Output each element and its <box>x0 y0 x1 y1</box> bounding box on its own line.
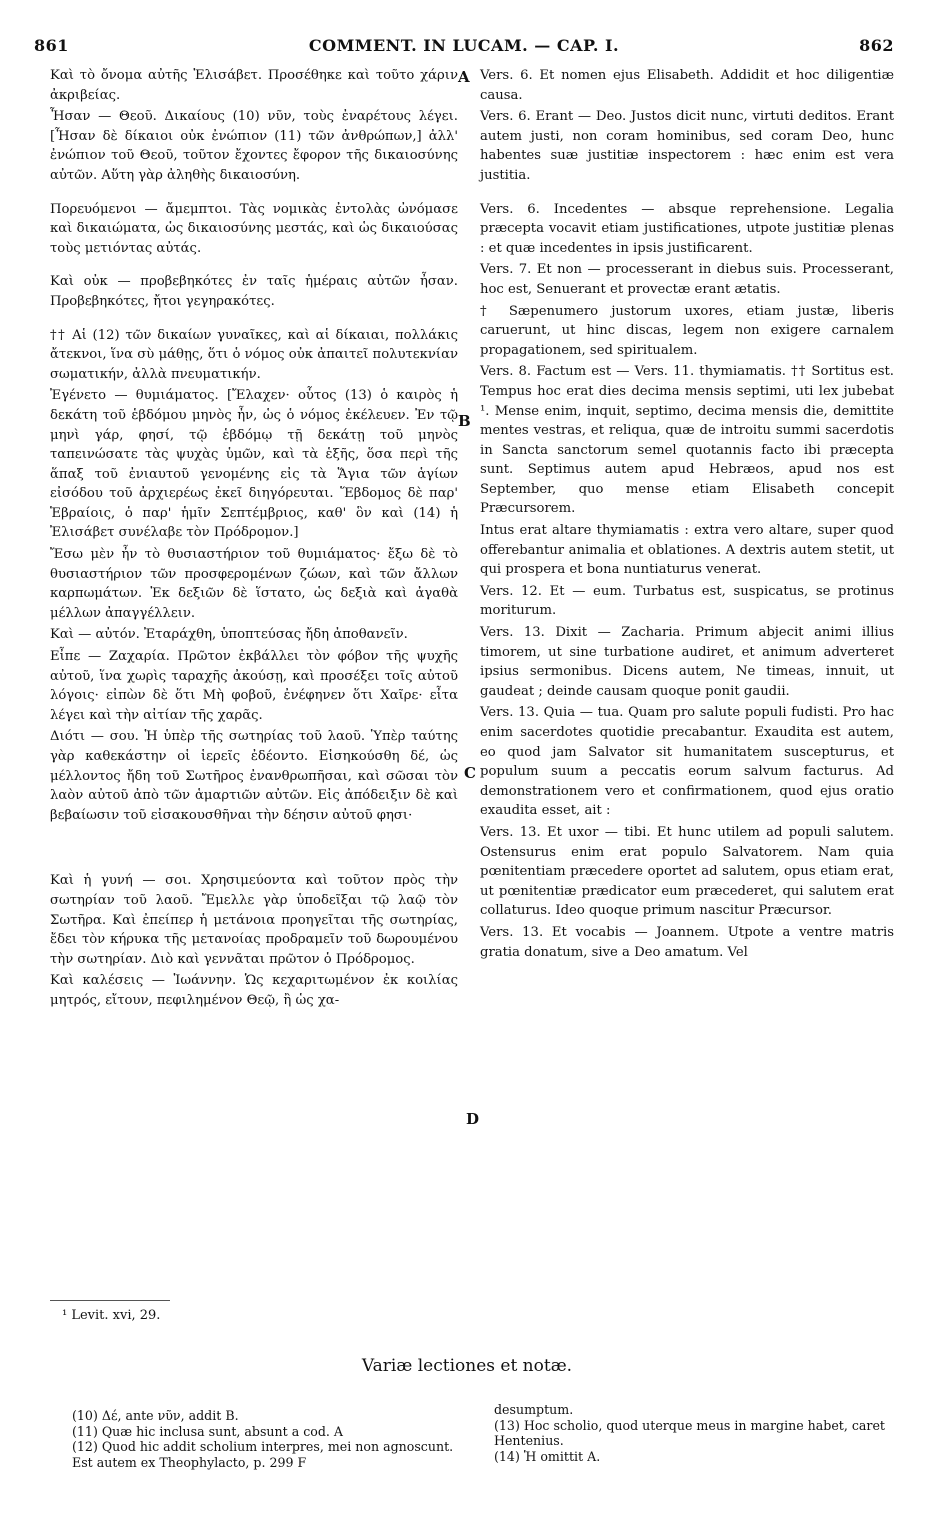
margin-letter-d: D <box>466 1110 480 1128</box>
margin-letter-b: B <box>458 412 471 430</box>
latin-paragraph: Vers. 13. Et uxor — tibi. Et hunc utilem ad populi salutem. Ostensurus enim erat populo Salvatorem. Nam quia pœnitentiam præcedere oportet ad salutem, opus etiam erat, ut pœnitentiæ prædicator eum præcederet, qui salutem erat collaturus. Ideo quoque primum nascitur Præcursor. <box>480 824 894 919</box>
latin-paragraph: Vers. 13. Quia — tua. Quam pro salute populi fudisti. Pro hac enim sacerdotes quotidie precabantur. Exaudita est autem, eo quod jam Salvator sit humanitatem suscepturus, et populum suum a peccatis eorum salvum facturus. Ad demonstrationem vero et confirmationem, quod ejus oratio exaudita esset, ait : <box>480 705 894 819</box>
note-entry: (14) Ἡ omittit A. <box>494 1448 601 1464</box>
latin-paragraph: Vers. 6. Et nomen ejus Elisabeth. Addidit et hoc diligentiæ causa. <box>480 68 894 103</box>
page-number-right: 862 <box>859 36 894 55</box>
page-number-left: 861 <box>34 36 69 55</box>
latin-paragraph: Intus erat altare thymiamatis : extra vero altare, super quod offerebantur animalia et oblationes. A dextris autem stetit, ut qui prospera et bona nuntiaturus venerat. <box>480 523 894 578</box>
latin-paragraph: Vers. 8. Factum est — Vers. 11. thymiamatis. †† Sortitus est. Tempus hoc erat dies decima mensis septimi, uti lex jubebat ¹. Mense enim, inquit, septimo, decima mensis die, demittite mentes vestras, et reliqua, quæ de introitu summi sacerdotis in Sancta sanctorum semel quotannis facto ibi præcepta sunt. Septimus autem apud Hebræos, apud nos est September, quo mense etiam Elisabeth concepit Præcursorem. <box>480 364 894 517</box>
note-entry: (13) Hoc scholio, quod uterque meus in margine habet, caret Hentenius. <box>494 1417 885 1448</box>
greek-paragraph: †† Αἱ (12) τῶν δικαίων γυναῖκες, καὶ αἱ δίκαιαι, πολλάκις ἄτεκνοι, ἵνα σὺ μάθῃς, ὅτι ὁ νόμος οὐκ ἀπαιτεῖ πολυτεκνίαν σωματικήν, ἀλλὰ πνευματικήν. <box>50 327 458 382</box>
margin-letter-a: A <box>458 68 470 86</box>
footnote: ¹ Levit. xvi, 29. <box>62 1308 161 1323</box>
greek-paragraph: Διότι — σου. Ἡ ὑπὲρ τῆς σωτηρίας τοῦ λαοῦ. Ὑπὲρ ταύτης γὰρ καθεκάστην οἱ ἱερεῖς ἐδέοντο. Εἰσηκούσθη δέ, ὡς μέλλοντος ἤδη τοῦ Σωτῆρος ἐνανθρωπῆσαι, καὶ σῶσαι τὸν λαὸν αὐτοῦ ἀπὸ τῶν ἁμαρτιῶν αὐτῶν. Εἰς ἀπόδειξιν δὲ καὶ βεβαίωσιν τοῦ εἰσακουσθῆναι τὴν δέησιν αὐτοῦ φησι· <box>50 729 458 823</box>
running-title: COMMENT. IN LUCAM. — CAP. I. <box>308 36 620 55</box>
greek-paragraph: Εἶπε — Ζαχαρία. Πρῶτον ἐκβάλλει τὸν φόβον τῆς ψυχῆς αὐτοῦ, ἵνα χωρὶς ταραχῆς ἀκούσῃ, καὶ προσέξει τοῖς αὐτοῦ λόγοις· εἰπὼν δὲ ὅτι Μὴ φοβοῦ, ἐνέφηνεν ὅτι Χαῖρε· εἶτα λέγει καὶ τὴν αἰτίαν τῆς χαρᾶς. <box>50 649 458 723</box>
greek-paragraph: Ἐγένετο — θυμιάματος. [Ἔλαχεν· οὗτος (13) ὁ καιρὸς ἡ δεκάτη τοῦ ἑβδόμου μηνὸς ἦν, ὡς ὁ νόμος ἐκέλευεν. Ἐν τῷ μηνὶ γάρ, φησί, τῷ ἑβδόμῳ τῇ δεκάτῃ τοῦ μηνὸς ταπεινώσατε τὰς ψυχὰς ὑμῶν, καὶ τὰ ἑξῆς, ὅσα περὶ τῆς ἅπαξ τοῦ ἐνιαυτοῦ γενομένης εἰς τὰ Ἅγια τῶν ἁγίων εἰσόδου τοῦ ἀρχιερέως ἐκεῖ διηγόρευται. Ἕβδομος δὲ παρ' Ἑβραίοις, ὁ παρ' ἡμῖν Σεπτέμβριος, καθ' ὃν καὶ (14) ἡ Ἐλισάβετ συνέλαβε τὸν Πρόδρομον.] <box>50 388 458 541</box>
latin-paragraph: Vers. 12. Et — eum. Turbatus est, suspicatus, se protinus moriturum. <box>480 583 894 619</box>
greek-paragraph: Καὶ ἡ γυνή — σοι. Χρησιμεύοντα καὶ τοῦτον πρὸς τὴν σωτηρίαν τοῦ λαοῦ. Ἔμελλε γὰρ ὑποδεῖξαι τῷ λαῷ τὸν Σωτῆρα. Καὶ ἐπείπερ ἡ μετάνοια προηγεῖται τῆς σωτηρίας, ἔδει τὸν κήρυκα τῆς μετανοίας προδραμεῖν τοῦ δωρουμένου τὴν σωτηρίαν. Διὸ καὶ γεννᾶται πρῶτον ὁ Πρόδρομος. <box>50 873 458 967</box>
latin-paragraph: † Sæpenumero justorum uxores, etiam justæ, liberis caruerunt, ut hinc discas, legem non exigere carnalem propagationem, sed spiritualem. <box>480 303 894 358</box>
latin-paragraph: Vers. 13. Dixit — Zacharia. Primum abjecit animi illius timorem, ut sine turbatione audiret, et animum adverteret ipsius sermonibus. Dicens autem, Ne timeas, innuit, ut gaudeat ; deinde causam quoque ponit gaudii. <box>480 625 894 699</box>
note-entry: (10) Δέ, ante νῦν, addit B. <box>72 1408 239 1423</box>
greek-paragraph: Πορευόμενοι — ἄμεμπτοι. Τὰς νομικὰς ἐντολὰς ὠνόμασε καὶ δικαιώματα, ὡς δικαιοσύνης μεστάς, καὶ ὡς δικαιούσας τοὺς μετιόντας αὐτάς. <box>50 201 458 256</box>
latin-paragraph: Vers. 6. Incedentes — absque reprehensione. Legalia præcepta vocavit etiam justificationes, utpote justitiæ plenas : et quæ incedentes in ipsis justificarent. <box>480 201 894 256</box>
greek-paragraph: Ἔσω μὲν ἦν τὸ θυσιαστήριον τοῦ θυμιάματος· ἔξω δὲ τὸ θυσιαστήριον τῶν προσφερομένων ζώων, καὶ τῶν ἄλλων καρπωμάτων. Ἐκ δεξιῶν δὲ ἵστατο, ὡς δεξιὰ καὶ ἀγαθὰ μέλλων ἀπαγγέλλειν. <box>50 547 458 621</box>
note-entry: (11) Quæ hic inclusa sunt, absunt a cod. A <box>72 1423 344 1439</box>
note-entry: (12) Quod hic addit scholium interpres, mei non agnoscunt. Est autem ex Theophylacto, p. 299 F <box>72 1439 454 1470</box>
footnote-rule <box>50 1300 170 1301</box>
greek-paragraph: Καὶ οὐκ — προβεβηκότες ἐν ταῖς ἡμέραις αὐτῶν ἦσαν. Προβεβηκότες, ἤτοι γεγηρακότες. <box>50 274 458 309</box>
latin-paragraph: Vers. 6. Erant — Deo. Justos dicit nunc, virtuti deditos. Erant autem justi, non coram hominibus, sed coram Deo, hunc habentes suæ justitiæ inspectorem : hæc enim est vera justitia. <box>480 109 894 183</box>
variae-notes-left <box>72 1408 472 1470</box>
greek-paragraph: Ἦσαν — Θεοῦ. Δικαίους (10) νῦν, τοὺς ἐναρέτους λέγει. [Ἦσαν δὲ δίκαιοι οὐκ ἐνώπιον (11) τῶν ἀνθρώπων,] ἀλλ' ἐνώπιον τοῦ Θεοῦ, τοῦτον ἔχοντες ἔφορον τῆς δικαιοσύνης αὐτῶν. Αὕτη γὰρ ἀληθὴς δικαιοσύνη. <box>50 109 458 183</box>
variae-notes-right <box>494 1402 894 1464</box>
variae-lectiones-title: Variæ lectiones et notæ. <box>361 1356 573 1376</box>
page-header <box>34 36 894 60</box>
latin-column <box>480 66 894 964</box>
greek-paragraph: Καὶ — αὐτόν. Ἐταράχθη, ὑποπτεύσας ἤδη ἀποθανεῖν. <box>50 627 408 643</box>
latin-paragraph: Vers. 7. Et non — processerant in diebus suis. Processerant, hoc est, Senuerant et provectæ erant ætatis. <box>480 262 894 297</box>
greek-column <box>50 66 458 1013</box>
greek-paragraph: Καὶ τὸ ὄνομα αὐτῆς Ἐλισάβετ. Προσέθηκε καὶ τοῦτο χάριν ἀκριβείας. <box>50 68 458 103</box>
latin-paragraph: Vers. 13. Et vocabis — Joannem. Utpote a ventre matris gratia donatum, sive a Deo amatum. Vel <box>480 924 894 960</box>
greek-paragraph: Καὶ καλέσεις — Ἰωάννην. Ὡς κεχαριτωμένον ἐκ κοιλίας μητρός, εἴτουν, πεφιλημένον Θεῷ, ἢ ὡς χα- <box>50 973 458 1008</box>
margin-letter-c: C <box>464 764 476 782</box>
note-entry: desumptum. <box>494 1402 574 1417</box>
